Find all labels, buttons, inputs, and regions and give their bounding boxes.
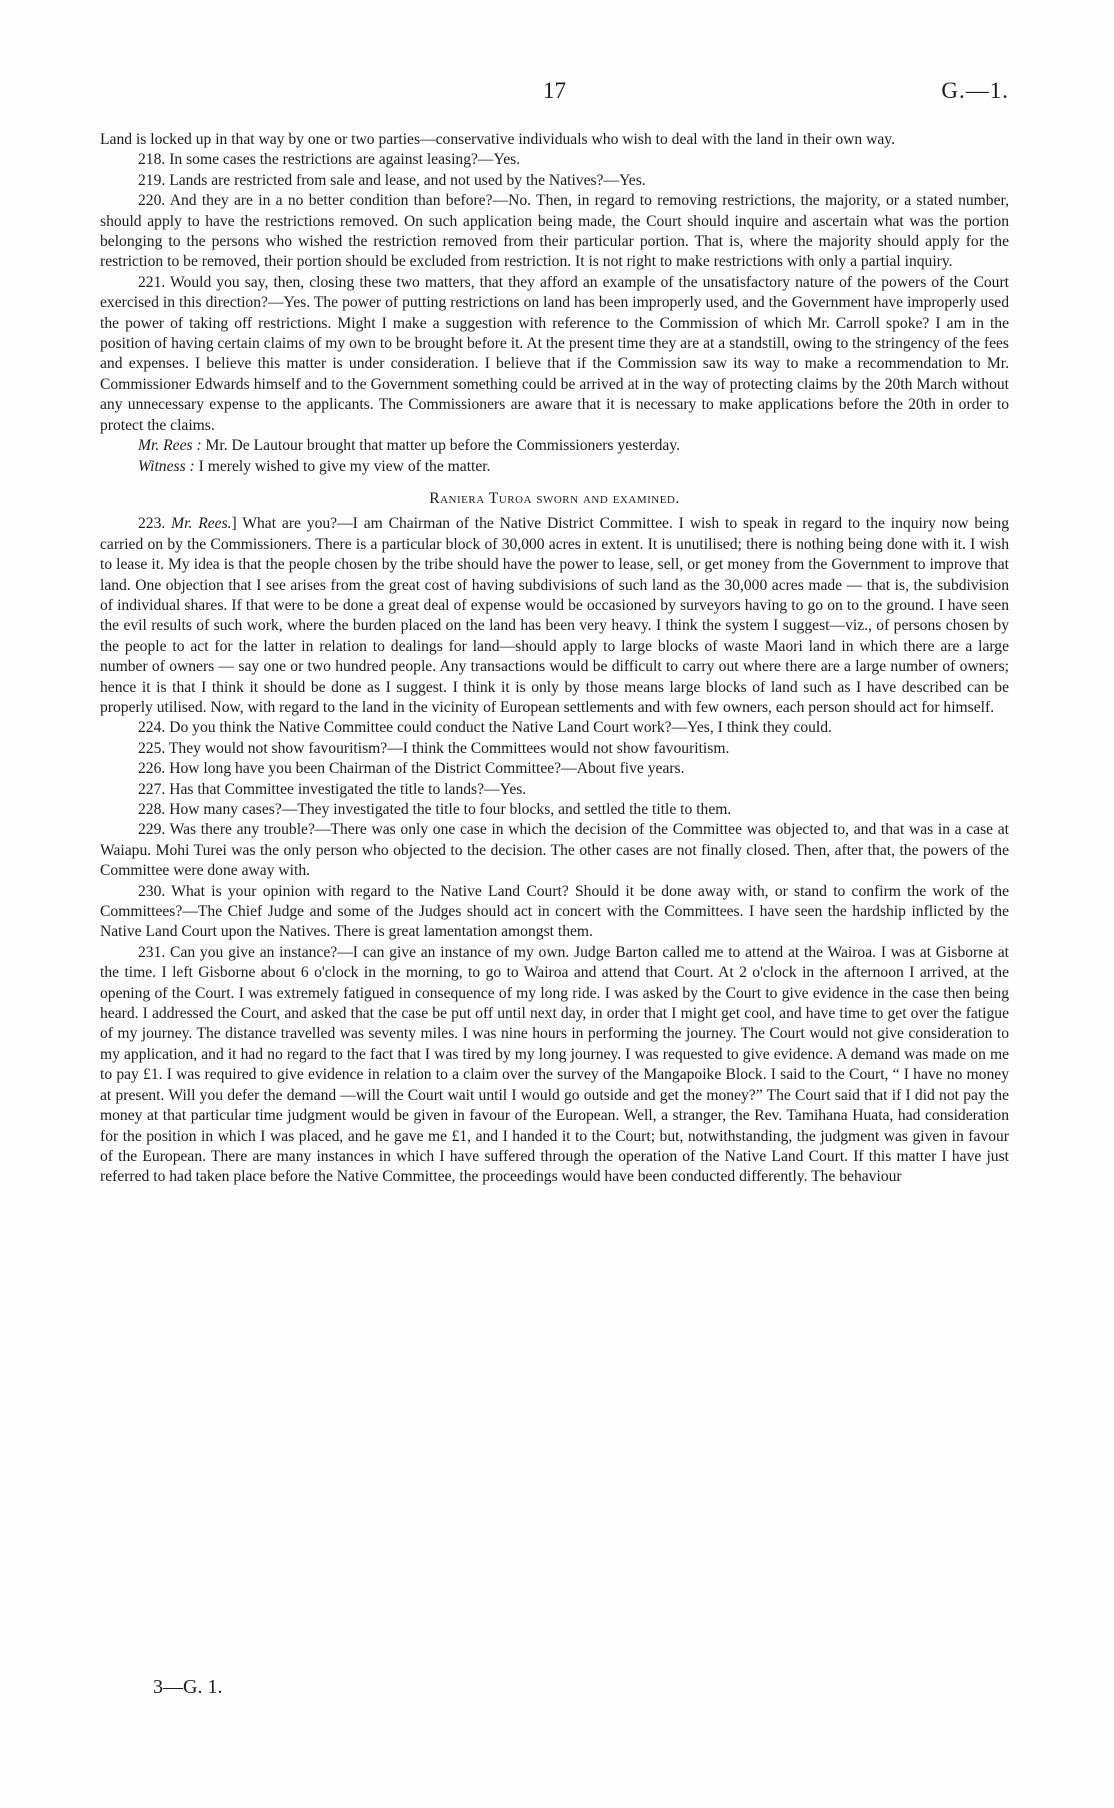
paragraph-witness-remark	[100, 457, 1009, 477]
paragraph-223	[100, 514, 1009, 718]
paragraph-226: 226. How long have you been Chairman of the District Committee?—About five years.	[138, 760, 685, 778]
speaker-label: Witness :	[138, 457, 195, 475]
remark-text: I merely wished to give my view of the matter.	[194, 457, 491, 475]
page-header	[100, 78, 1009, 112]
paragraph-218: 218. In some cases the restrictions are against leasing?—Yes.	[138, 151, 521, 169]
page-number: 17	[543, 78, 566, 103]
speaker-label: Mr. Rees :	[138, 437, 202, 455]
answer-text: ] What are you?—I am Chairman of the Native District Committee. I wish to speak in regard to the inquiry now being carried on by the Commissioners. There is a particular block of 30,000 acres in extent. It is unutilised; there is nothing being done with it. I wish to lease it. My idea is that the people chosen by the tribe should have the power to lease, sell, or get money from the Government to improve that land. One objection that I see arises from the great cost of having subdivisions of such land as the 30,000 acres made — that is, the subdivision of individual shares. If that were to be done a great deal of expense would be occasioned by surveyors having to go on to the ground. I have seen the evil results of such work, where the burden placed on the land has been very heavy. I think the system I suggest—viz., of persons chosen by the people to act for the latter in relation to dealings for land—should apply to large blocks of waste Maori land in which there are a large number of owners — say one or two hundred people. Any transactions would be difficult to carry out where there are a large number of owners; hence it is that I think it should be done as I suggest. I think it is only by those means large blocks of land such as I have described can be properly utilised. Now, with regard to the land in the vicinity of European settlements and with few owners, each person should act for himself.	[100, 515, 1010, 716]
paragraph-225: 225. They would not show favouritism?—I think the Committees would not show favouritism.	[138, 739, 730, 757]
paragraph-219: 219. Lands are restricted from sale and lease, and not used by the Natives?—Yes.	[138, 171, 646, 189]
paragraph-227: 227. Has that Committee investigated the title to lands?—Yes.	[138, 780, 527, 798]
paragraph-229: 229. Was there any trouble?—There was only one case in which the decision of the Committee was objected to, and that was in a case at Waiapu. Mohi Turei was the only person who objected to the decision. The other cases are not finally closed. Then, after that, the powers of the Committee were done away with.	[100, 821, 1009, 880]
speaker-label: Mr. Rees.	[171, 515, 232, 533]
paragraph-224: 224. Do you think the Native Committee could conduct the Native Land Court work?—Yes, I think they could.	[138, 719, 832, 737]
paragraph-continuation: Land is locked up in that way by one or two parties—conservative individuals who wish to deal with the land in their own way.	[100, 131, 895, 148]
remark-text: Mr. De Lautour brought that matter up before the Commissioners yesterday.	[201, 437, 681, 455]
paragraph-220: 220. And they are in a no better condition than before?—No. Then, in regard to removing restrictions, the majority, or a stated number, should apply to have the restrictions removed. On such application being made, the Court should inquire and ascertain what was the portion belonging to the persons who wished the restriction removed from their particular portion. That is, where the majority should apply for the restriction to be removed, their portion should be excluded from restriction. It is not right to make restrictions with only a partial inquiry.	[100, 192, 1009, 271]
document-reference: G.—1.	[941, 78, 1009, 103]
question-number: 223.	[138, 515, 172, 533]
section-heading: Raniera Turoa sworn and examined.	[429, 489, 680, 507]
paragraph-rees-remark	[100, 436, 1009, 456]
paragraph-221: 221. Would you say, then, closing these two matters, that they afford an example of the unsatisfactory nature of the powers of the Court exercised in this direction?—Yes. The power of putting restrictions on land has been improperly used, and the Government have improperly used the power of taking off restrictions. Might I make a suggestion with reference to the Commission of which Mr. Carroll spoke? I am in the position of having certain claims of my own to be brought before it. At the present time they are at a standstill, owing to the stringency of the fees and expenses. I believe this matter is under consideration. I believe that if the Commission saw its way to make a recommendation to Mr. Commissioner Edwards himself and to the Government something could be arrived at in the way of protecting claims by the 20th March without any unnecessary expense to the applicants. The Commissioners are aware that it is necessary to make applications before the 20th in order to protect the claims.	[100, 273, 1009, 434]
paragraph-231: 231. Can you give an instance?—I can give an instance of my own. Judge Barton called me to attend at the Wairoa. I was at Gisborne at the time. I left Gisborne about 6 o'clock in the morning, to go to Wairoa and attend that Court. At 2 o'clock in the afternoon I arrived, at the opening of the Court. I was extremely fatigued in consequence of my long ride. I was asked by the Court to give evidence in the case then being heard. I addressed the Court, and asked that the case be put off until next day, in order that I might get cool, and have time to get over the fatigue of my journey. The distance travelled was seventy miles. I was nine hours in performing the journey. The Court would not give consideration to my application, and it had no regard to the fact that I was tired by my long journey. I was requested to give evidence. A demand was made on me to pay £1. I was required to give evidence in relation to a claim over the survey of the Mangapoike Block. I said to the Court, “ I have no money at present. Will you defer the demand —will the Court wait until I would go outside and get the money?” The Court said that if I did not pay the money at that particular time judgment would be given in favour of the European. Well, a stranger, the Rev. Tamihana Huata, had consideration for the position in which I was placed, and he gave me £1, and I handed it to the Court; but, notwithstanding, the judgment was given in favour of the European. There are many instances in which I have suffered through the operation of the Native Land Court. If this matter I have just referred to had taken place before the Native Committee, the proceedings would have been conducted differently. The behaviour	[100, 943, 1009, 1186]
paragraph-230: 230. What is your opinion with regard to the Native Land Court? Should it be done away with, or stand to confirm the work of the Committees?—The Chief Judge and some of the Judges should act in concert with the Committees. I have seen the hardship inflicted by the Native Land Court upon the Natives. There is great lamentation amongst them.	[100, 882, 1009, 941]
paragraph-228: 228. How many cases?—They investigated the title to four blocks, and settled the title to them.	[138, 801, 732, 818]
document-body	[100, 130, 1009, 1188]
signature-mark: 3—G. 1.	[153, 1676, 223, 1698]
